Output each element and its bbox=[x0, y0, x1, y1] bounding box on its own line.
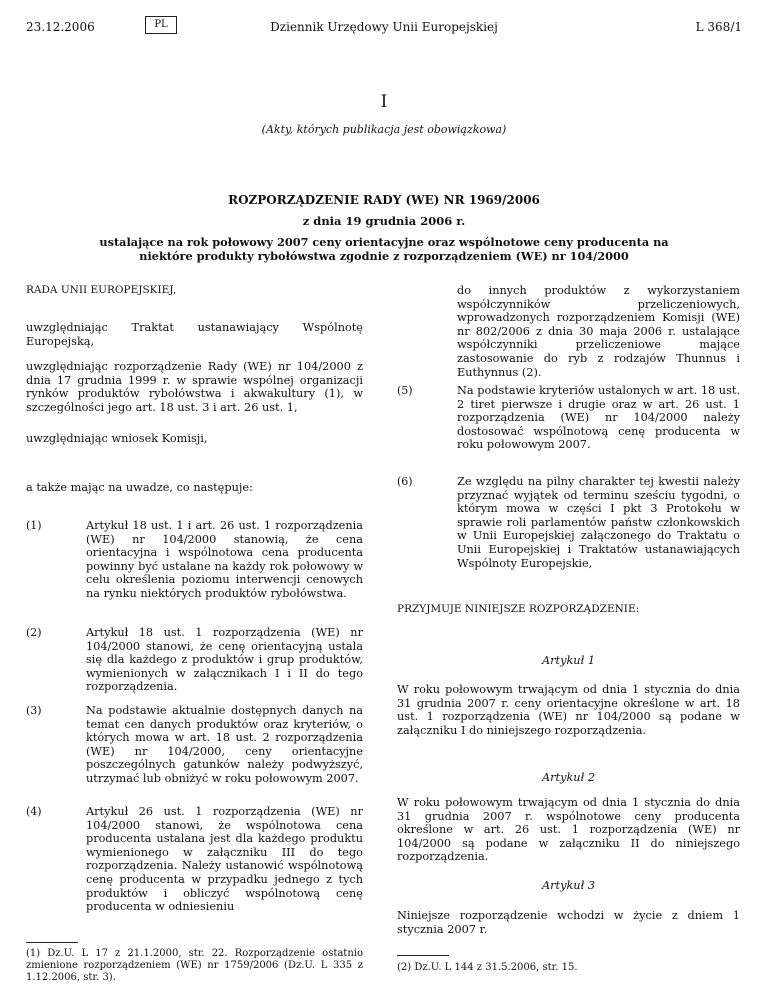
publication-date: 23.12.2006 bbox=[26, 20, 95, 34]
section-numeral: I bbox=[380, 92, 388, 112]
council-heading: RADA UNII EUROPEJSKIEJ, bbox=[26, 284, 177, 296]
article-2-text: W roku połowowym trwającym od dnia 1 stycznia do dnia 31 grudnia 2007 r. wspólnotowe ceny producenta określone w art. 26 ust. 1 rozporządzenia (WE) nr 104/2000 są podane w załączniku II do niniejszego rozporządzenia. bbox=[397, 796, 740, 864]
recitals-intro: a także mając na uwadze, co następuje: bbox=[26, 481, 253, 494]
recital-number: (4) bbox=[26, 805, 42, 818]
page-number: L 368/1 bbox=[695, 20, 742, 34]
article-1-text: W roku połowowym trwającym od dnia 1 stycznia do dnia 31 grudnia 2007 r. ceny orientacyjne określone w art. 18 ust. 1 rozporządzenia (WE) nr 104/2000 są podane w załączniku I do niniejszego rozporządzenia. bbox=[397, 683, 740, 737]
section-subtitle: (Akty, których publikacja jest obowiązkowa) bbox=[261, 123, 507, 136]
article-1-heading: Artykuł 1 bbox=[541, 654, 596, 667]
article-2-heading: Artykuł 2 bbox=[541, 771, 596, 784]
recital-number: (1) bbox=[26, 519, 42, 532]
footnote-divider bbox=[397, 955, 449, 956]
enacting-formula: PRZYJMUJE NINIEJSZE ROZPORZĄDZENIE: bbox=[397, 603, 640, 615]
footnote-2: (2) Dz.U. L 144 z 31.5.2006, str. 15. bbox=[397, 962, 578, 973]
recital-number: (3) bbox=[26, 704, 42, 717]
regulation-date: z dnia 19 grudnia 2006 r. bbox=[302, 214, 466, 228]
recital-4-continued: do innych produktów z wykorzystaniem współczynników przeliczeniowych, wprowadzonych rozporządzeniem Komisji (WE) nr 802/2006 z dnia 30 maja 2006 r. ustalające współczynniki przeliczeniowe mające zastosowanie do ryb z rodzajów Thunnus i Euthynnus (2). bbox=[457, 284, 740, 379]
citation-regulation: uwzględniając rozporządzenie Rady (WE) nr 104/2000 z dnia 17 grudnia 1999 r. w sprawie wspólnej organizacji rynków produktów rybołówstwa i akwakultury (1), w szczególności jego art. 18 ust. 3 i art. 26 ust. 1, bbox=[26, 360, 363, 414]
recital-4: Artykuł 26 ust. 1 rozporządzenia (WE) nr 104/2000 stanowi, że wspólnotowa cena producenta ustalana jest dla każdego produktu wymienionego w załączniku III do tego rozporządzenia. Należy ustanowić wspólnotową cenę producenta w przypadku jednego z tych produktów i obliczyć wspólnotową cenę producenta w odniesieniu bbox=[86, 805, 363, 914]
regulation-subject-line1: ustalające na rok połowowy 2007 ceny orientacyjne oraz wspólnotowe ceny producenta na bbox=[99, 235, 669, 249]
journal-title: Dziennik Urzędowy Unii Europejskiej bbox=[270, 20, 498, 34]
article-3-text: Niniejsze rozporządzenie wchodzi w życie z dniem 1 stycznia 2007 r. bbox=[397, 909, 740, 936]
citation-treaty: uwzględniając Traktat ustanawiający Wspólnotę Europejską, bbox=[26, 321, 363, 348]
regulation-title: ROZPORZĄDZENIE RADY (WE) NR 1969/2006 bbox=[228, 193, 540, 207]
recital-5: Na podstawie kryteriów ustalonych w art. 18 ust. 2 tiret pierwsze i drugie oraz w art. 26 ust. 1 rozporządzenia (WE) nr 104/2000 należy dostosować wspólnotową cenę producenta w roku połowowym 2007. bbox=[457, 384, 740, 452]
language-badge: PL bbox=[145, 16, 177, 34]
regulation-subject-line2: niektóre produkty rybołówstwa zgodnie z rozporządzeniem (WE) nr 104/2000 bbox=[139, 249, 629, 263]
recital-3: Na podstawie aktualnie dostępnych danych na temat cen danych produktów oraz kryteriów, o których mowa w art. 18 ust. 2 rozporządzenia (WE) nr 104/2000, ceny orientacyjne poszczególnych gatunków należy podwyższyć, utrzymać lub obniżyć w roku połowowym 2007. bbox=[86, 704, 363, 785]
recital-number: (5) bbox=[397, 384, 413, 397]
footnote-1: (1) Dz.U. L 17 z 21.1.2000, str. 22. Rozporządzenie ostatnio zmienione rozporządzeniem (WE) nr 1759/2006 (Dz.U. L 335 z 1.12.2006, str. 3). bbox=[26, 948, 363, 983]
recital-6: Ze względu na pilny charakter tej kwestii należy przyznać wyjątek od terminu sześciu tygodni, o którym mowa w części I pkt 3 Protokołu w sprawie roli parlamentów państw członkowskich w Unii Europejskiej załączonego do Traktatu o Unii Europejskiej i Traktatów ustanawiających Wspólnoty Europejskie, bbox=[457, 475, 740, 570]
recital-number: (6) bbox=[397, 475, 413, 488]
recital-number: (2) bbox=[26, 626, 42, 639]
recital-2: Artykuł 18 ust. 1 rozporządzenia (WE) nr 104/2000 stanowi, że cenę orientacyjną ustala się dla każdego z produktów i grup produktów, wymienionych w załącznikach I i II do tego rozporządzenia. bbox=[86, 626, 363, 694]
citation-proposal: uwzględniając wniosek Komisji, bbox=[26, 432, 208, 445]
article-3-heading: Artykuł 3 bbox=[541, 879, 596, 892]
recital-1: Artykuł 18 ust. 1 i art. 26 ust. 1 rozporządzenia (WE) nr 104/2000 stanowią, że cena orientacyjna i wspólnotowa cena producenta powinny być ustalane na każdy rok połowowy w celu określenia poziomu interwencji cenowych na rynku niektórych produktów rybołówstwa. bbox=[86, 519, 363, 600]
footnote-divider bbox=[26, 942, 78, 943]
